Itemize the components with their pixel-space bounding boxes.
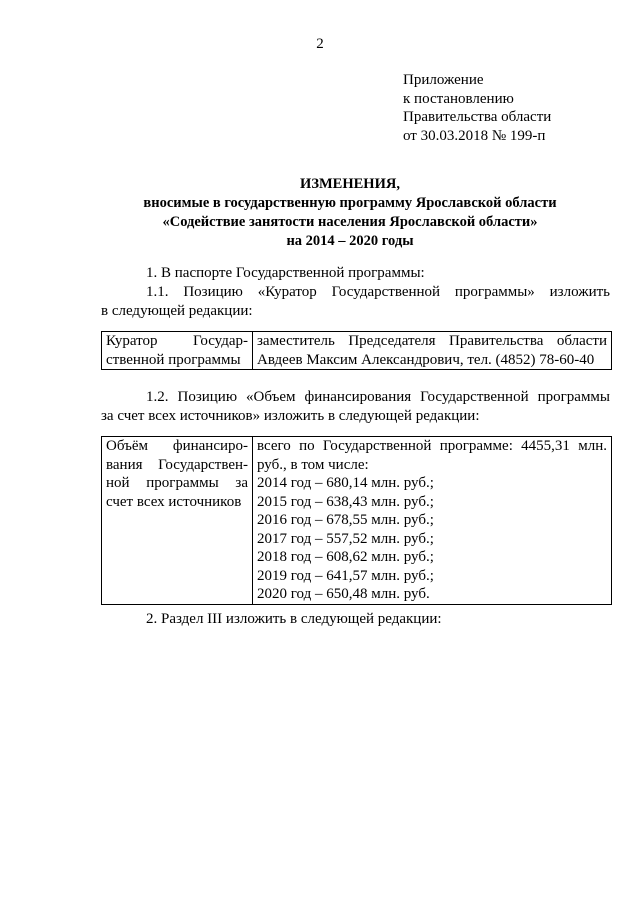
year-line: 2017 год – 557,52 млн. руб.; [257, 530, 434, 547]
appendix-line: Приложение [403, 72, 484, 88]
document-title [100, 175, 600, 251]
item-1-2-paragraph: 1.2. Позицию «Объем финансирования Государственной программы [146, 389, 610, 405]
item-1-2-paragraph-cont: за счет всех источников» изложить в следующей редакции: [101, 408, 480, 424]
title-line: вносимые в государственную программу Ярославской области [143, 195, 557, 211]
year-line: 2014 год – 680,14 млн. руб.; [257, 475, 434, 491]
year-line: 2018 год – 608,62 млн. руб.; [257, 549, 434, 565]
curator-table [101, 331, 612, 370]
item-1-1-paragraph: 1.1. Позицию «Куратор Государственной программы» изложить [146, 284, 610, 300]
table-row [102, 437, 612, 605]
table-label-cell [102, 437, 253, 605]
table-value-cell [253, 332, 612, 370]
title-line: «Содействие занятости населения Ярославской области» [162, 214, 538, 230]
cell-line: Авдеев Максим Александрович, тел. (4852) 78-60-40 [257, 351, 595, 368]
table-row [102, 332, 612, 370]
item-2-paragraph: 2. Раздел III изложить в следующей редакции: [146, 611, 442, 627]
page-number: 2 [316, 36, 324, 52]
cell-line: Объём финансиро- [106, 438, 248, 454]
year-line: 2020 год – 650,48 млн. руб. [257, 586, 430, 602]
item-1-paragraph: 1. В паспорте Государственной программы: [146, 265, 425, 281]
year-line: 2019 год – 641,57 млн. руб.; [257, 567, 434, 584]
cell-line: руб., в том числе: [257, 456, 369, 473]
appendix-line: Правительства области [403, 109, 552, 125]
cell-line: всего по Государственной программе: 4455,31 млн. [257, 438, 607, 454]
cell-line: счет всех источников [106, 493, 242, 510]
cell-line: вания Государствен- [106, 456, 248, 473]
cell-line: Куратор Государ- [106, 333, 248, 349]
appendix-line: к постановлению [403, 90, 514, 107]
title-line: на 2014 – 2020 годы [286, 233, 414, 249]
appendix-line: от 30.03.2018 № 199-п [403, 127, 546, 144]
item-1-1-paragraph-cont: в следующей редакции: [101, 303, 253, 319]
year-line: 2016 год – 678,55 млн. руб.; [257, 512, 434, 528]
table-label-cell [102, 332, 253, 370]
cell-line: заместитель Председателя Правительства области [257, 333, 607, 349]
table-value-cell [253, 437, 612, 605]
appendix-block [403, 71, 551, 145]
cell-line: ной программы за [106, 475, 248, 491]
year-line: 2015 год – 638,43 млн. руб.; [257, 493, 434, 510]
cell-line: ственной программы [106, 351, 241, 368]
title-line: ИЗМЕНЕНИЯ, [300, 176, 400, 192]
financing-table [101, 436, 612, 605]
